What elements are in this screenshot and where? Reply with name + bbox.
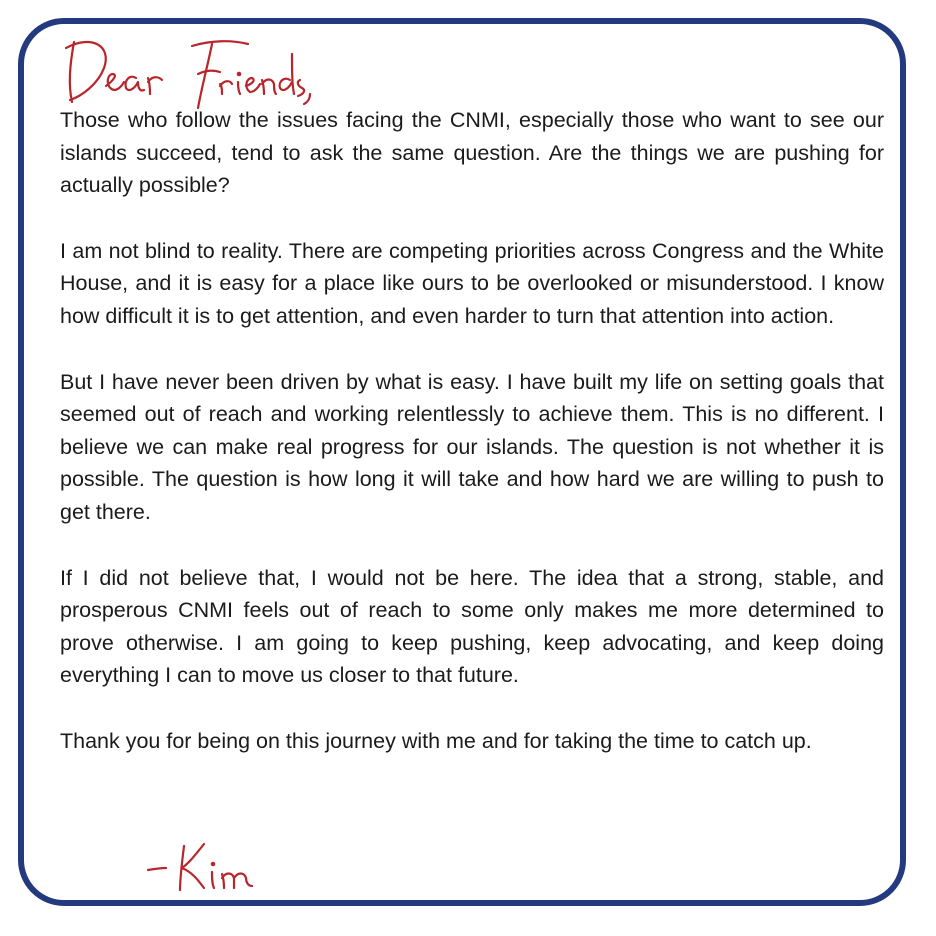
paragraph: I am not blind to reality. There are competing priorities across Congress and the White House, and it is easy for a place like ours to be overlooked or misunderstood. I know how difficult it is to get attention, and even harder to turn that attention into action. [60, 238, 884, 328]
letter-body [60, 104, 884, 758]
signature-handwritten [140, 828, 290, 898]
paragraph: If I did not believe that, I would not be here. The idea that a strong, stable, and prosperous CNMI feels out of reach to some only makes me more determined to prove otherwise. I am going to keep pushing, keep advocating, and keep doing everything I can to move us closer to that future. [60, 565, 884, 688]
salutation-handwritten [52, 24, 312, 112]
paragraph: But I have never been driven by what is easy. I have built my life on setting goals that seemed out of reach and working relentlessly to achieve them. This is no different. I believe we can make real progress for our islands. The question is not whether it is possible. The question is how long it will take and how hard we are willing to push to get there. [60, 369, 884, 524]
paragraph: Those who follow the issues facing the CNMI, especially those who want to see our islands succeed, tend to ask the same question. Are the things we are pushing for actually possible? [60, 108, 884, 198]
paragraph: Thank you for being on this journey with me and for taking the time to catch up. [60, 728, 812, 753]
